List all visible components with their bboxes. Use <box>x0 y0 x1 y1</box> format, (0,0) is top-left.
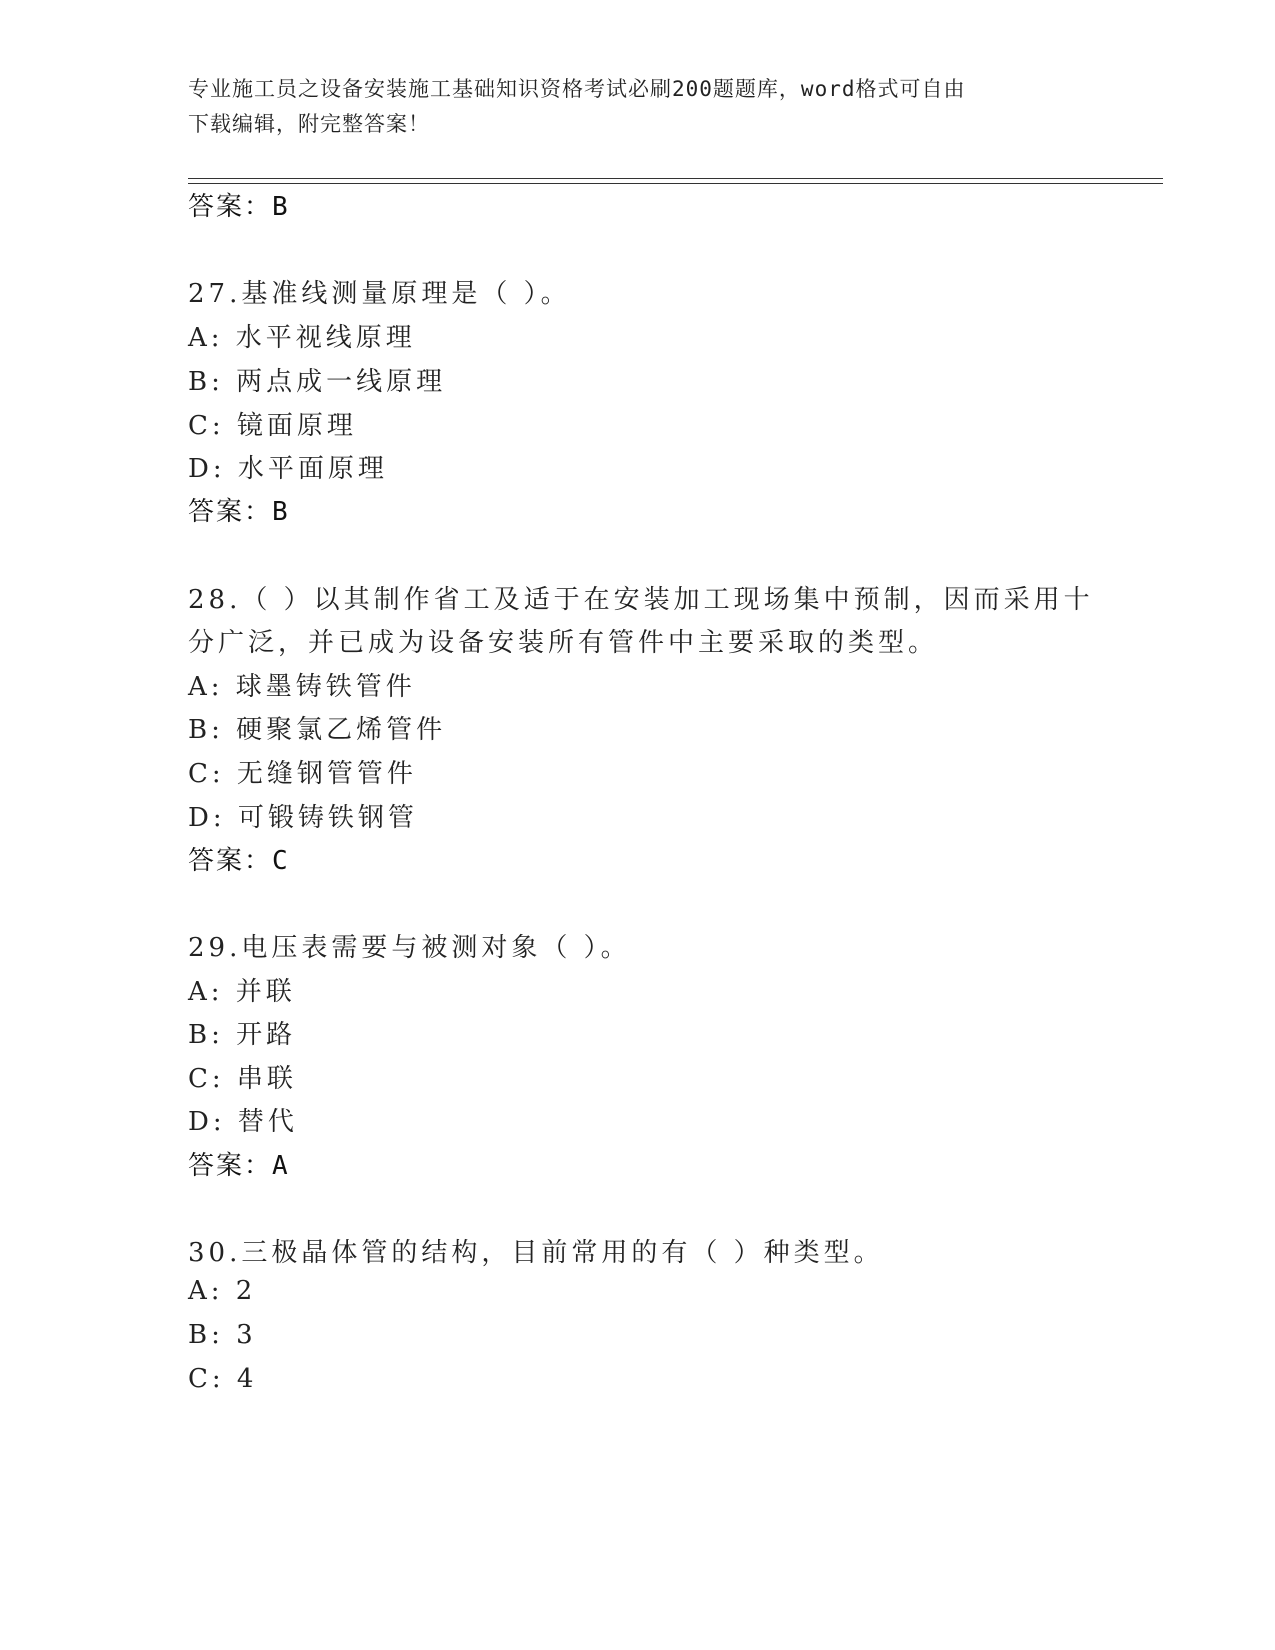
question-27-option-c: C: 镜面原理 <box>188 411 357 441</box>
question-27-option-b: B: 两点成一线原理 <box>188 367 447 397</box>
question-30-option-b: B: 3 <box>188 1320 257 1350</box>
question-29-option-c: C: 串联 <box>188 1064 297 1094</box>
question-29: 29.电压表需要与被测对象（ ）。 <box>188 933 631 963</box>
question-29-option-b: B: 开路 <box>188 1020 297 1050</box>
page-header <box>188 72 1088 142</box>
answer-prev: 答案：B <box>188 192 290 222</box>
question-28-answer: 答案：C <box>188 846 290 876</box>
question-28-option-c: C: 无缝钢管管件 <box>188 759 417 789</box>
question-28-line-1: 28.（ ）以其制作省工及适于在安装加工现场集中预制，因而采用十 <box>188 585 1094 615</box>
header-line-2: 下载编辑，附完整答案！ <box>188 112 430 136</box>
question-27-option-d: D: 水平面原理 <box>188 454 388 484</box>
question-27-option-a: A: 水平视线原理 <box>188 323 416 353</box>
question-28-option-b: B: 硬聚氯乙烯管件 <box>188 715 447 745</box>
question-30: 30.三极晶体管的结构，目前常用的有（ ）种类型。 <box>188 1238 884 1268</box>
question-28-line-2: 分广泛，并已成为设备安装所有管件中主要采取的类型。 <box>188 628 939 658</box>
header-divider <box>188 178 1163 184</box>
question-30-option-a: A: 2 <box>188 1276 257 1306</box>
header-line-1: 专业施工员之设备安装施工基础知识资格考试必刷200题题库，word格式可自由 <box>188 77 966 101</box>
question-28-option-d: D: 可锻铸铁钢管 <box>188 803 418 833</box>
question-27-answer: 答案：B <box>188 497 290 527</box>
question-29-option-a: A: 并联 <box>188 977 296 1007</box>
question-28-option-a: A: 球墨铸铁管件 <box>188 672 416 702</box>
question-29-answer: 答案：A <box>188 1151 290 1181</box>
question-27: 27.基准线测量原理是（ ）。 <box>188 279 571 309</box>
question-29-option-d: D: 替代 <box>188 1107 298 1137</box>
question-30-option-c: C: 4 <box>188 1364 258 1394</box>
